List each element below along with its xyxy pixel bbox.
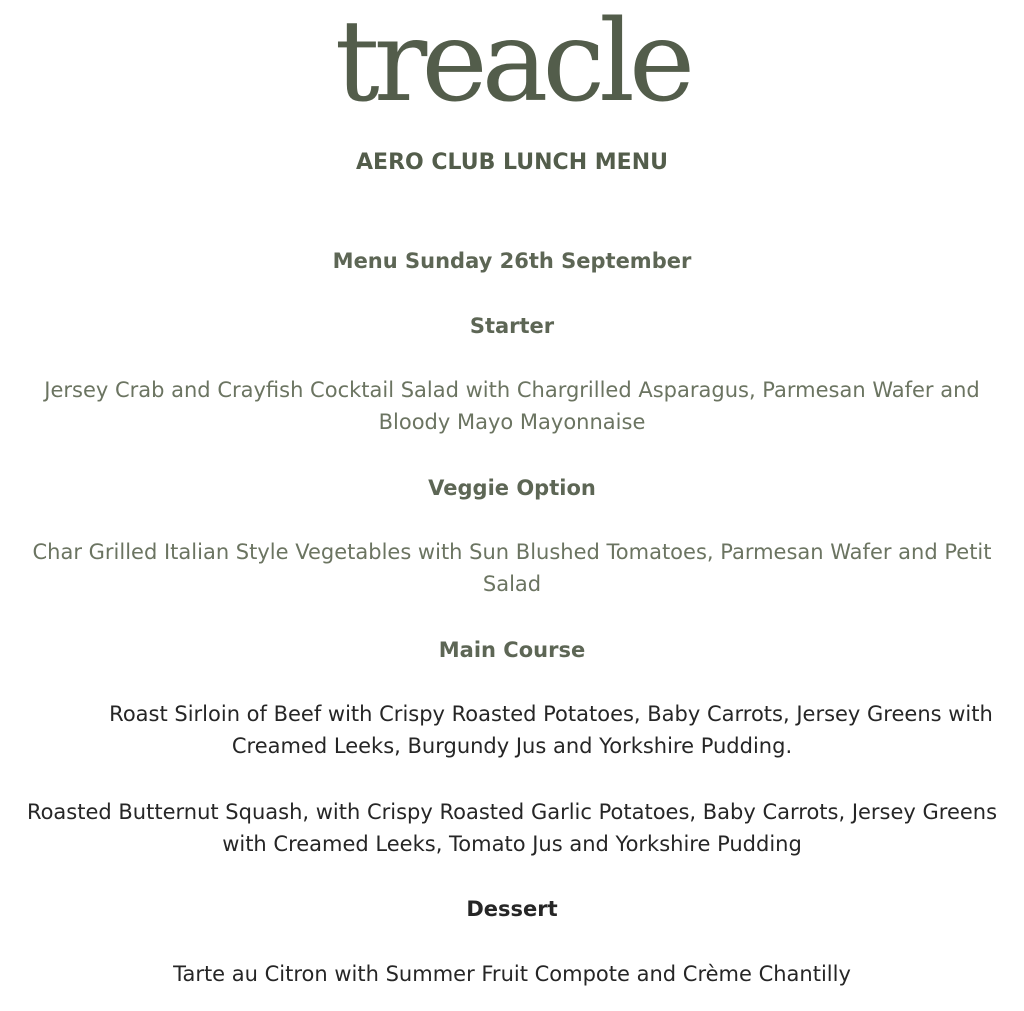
main-item-2-line-2: with Creamed Leeks, Tomato Jus and Yorkshire Pudding: [222, 832, 802, 856]
main-item-1-line-2: Creamed Leeks, Burgundy Jus and Yorkshire Pudding.: [231, 734, 793, 758]
treacle-logo: treacle: [334, 0, 690, 127]
starter-description-line-2: Bloody Mayo Mayonnaise: [378, 410, 646, 434]
main-item-1-line-1: Roast Sirloin of Beef with Crispy Roasted Potatoes, Baby Carrots, Jersey Greens with: [109, 702, 993, 726]
menu-date: Menu Sunday 26th September: [332, 249, 692, 273]
main-item-2-line-1: Roasted Butternut Squash, with Crispy Roasted Garlic Potatoes, Baby Carrots, Jersey Greens: [26, 800, 998, 824]
starter-description-line-1: Jersey Crab and Crayfish Cocktail Salad with Chargrilled Asparagus, Parmesan Wafer and: [44, 378, 980, 402]
menu-title: AERO CLUB LUNCH MENU: [356, 150, 668, 175]
veggie-description-line-2: Salad: [482, 572, 542, 596]
dessert-description: Tarte au Citron with Summer Fruit Compote and Crème Chantilly: [173, 962, 851, 986]
starter-heading: Starter: [469, 314, 555, 338]
dessert-heading: Dessert: [466, 897, 558, 921]
veggie-description-line-1: Char Grilled Italian Style Vegetables with Sun Blushed Tomatoes, Parmesan Wafer and Petit: [32, 540, 992, 564]
veggie-option-heading: Veggie Option: [428, 476, 596, 500]
main-course-heading: Main Course: [438, 638, 586, 662]
